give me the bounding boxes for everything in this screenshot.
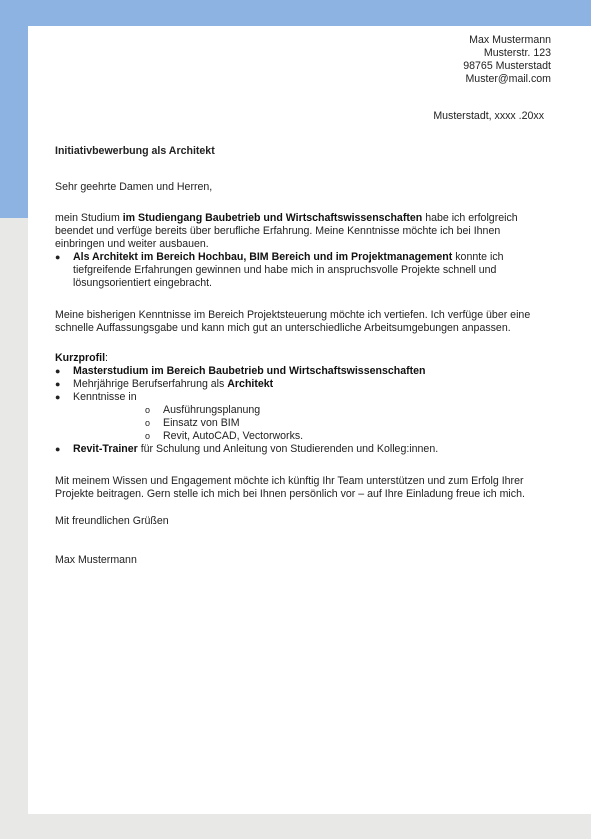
intro-paragraph — [55, 212, 552, 251]
trainer-bold: Revit-Trainer — [73, 443, 138, 455]
sender-email: Muster@mail.com — [465, 73, 551, 85]
sender-name: Max Mustermann — [469, 34, 551, 46]
skills-paragraph: Meine bisherigen Kenntnisse im Bereich Projektsteuerung möchte ich vertiefen. Ich verfüge über eine schnelle Auffassungsgabe und kann mich gut an unterschiedliche Arbeitsumgebungen anpassen. — [55, 309, 531, 334]
closing: Mit freundlichen Grüßen — [55, 515, 169, 527]
list-item-experience — [55, 251, 552, 290]
knowledge-text: Kenntnisse in — [73, 391, 137, 403]
experience-years-bold: Architekt — [227, 378, 274, 390]
sender-address — [463, 34, 551, 86]
list-item-experience-years — [55, 378, 552, 391]
profile-heading-label: Kurzprofil — [55, 352, 106, 364]
sublist-item: o Einsatz von BIM — [145, 417, 552, 430]
letter-subject: Initiativbewerbung als Architekt — [55, 145, 215, 157]
letter-page — [28, 26, 591, 814]
motivation-paragraph: Mit meinem Wissen und Engagement möchte ich künftig Ihr Team unterstützen und zum Erfolg Ihrer Projekte beitragen. Gern stelle ich mich bei Ihnen persönlich vor – auf Ihre Einladung freue ich mich. — [55, 475, 525, 500]
masters-text: Masterstudium im Bereich Baubetrieb und Wirtschaftswissenschaften — [73, 365, 426, 377]
sublist-item: o Ausführungsplanung — [145, 404, 552, 417]
intro-text-end: habe ich erfolgreich beendet und verfüge bereits über berufliche Erfahrung. Meine Kenntnisse möchte ich bei Ihnen einbringen und weiter ausbauen. — [55, 212, 518, 250]
profile-list — [55, 365, 552, 456]
experience-list — [55, 251, 552, 290]
list-item-knowledge — [55, 391, 552, 443]
letter-date: Musterstadt, xxxx .20xx — [433, 110, 544, 122]
intro-text-start: mein Studium — [55, 212, 123, 224]
trainer-text: für Schulung und Anleitung von Studierenden und Kolleg:innen. — [137, 443, 439, 455]
experience-text: konnte ich tiefgreifende Erfahrungen gewinnen und habe mich in anspruchsvolle Projekte schnell und lösungsorientiert eingebracht. — [73, 251, 504, 289]
list-item-masters — [55, 365, 552, 378]
letter-body — [55, 145, 552, 567]
intro-text-bold: im Studiengang Baubetrieb und Wirtschaftswissenschaften — [122, 212, 423, 224]
signature-name: Max Mustermann — [55, 554, 137, 566]
sender-street: Musterstr. 123 — [483, 47, 551, 59]
knowledge-sublist — [73, 404, 552, 443]
list-item-trainer — [55, 443, 552, 456]
profile-heading-colon: : — [105, 352, 108, 364]
experience-years-text: Mehrjährige Berufserfahrung als — [73, 378, 228, 390]
profile-heading — [55, 352, 552, 365]
sublist-item: o Revit, AutoCAD, Vectorworks. — [145, 430, 552, 443]
salutation: Sehr geehrte Damen und Herren, — [55, 181, 213, 193]
experience-bold: Als Architekt im Bereich Hochbau, BIM Bereich und im Projektmanagement — [73, 251, 453, 263]
sender-city: 98765 Musterstadt — [463, 60, 551, 72]
